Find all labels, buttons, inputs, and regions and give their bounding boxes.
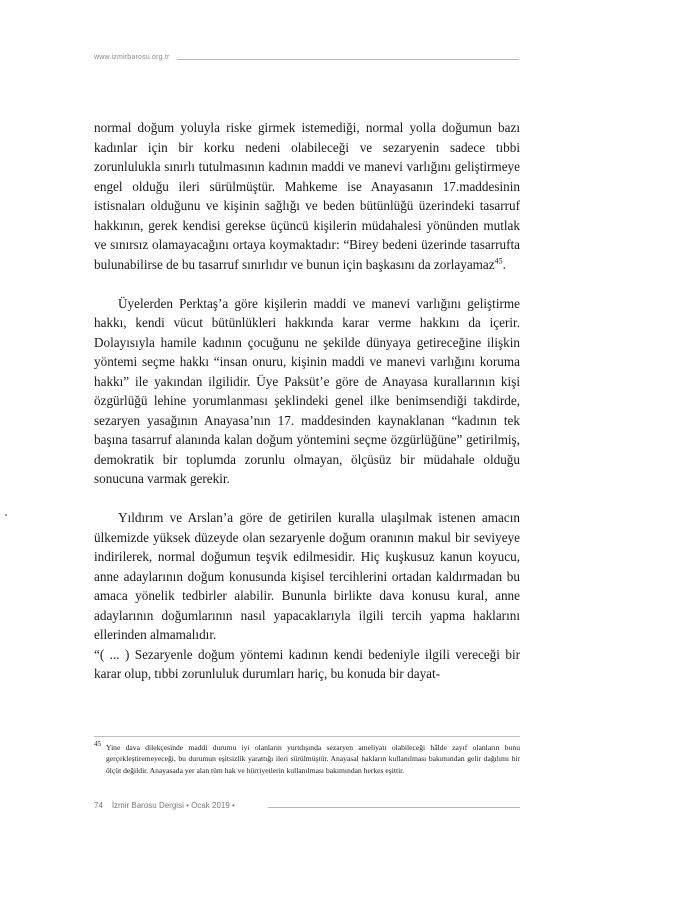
- footnote-text: Yine dava dilekçesinde maddi durumu iyi olanların yurtdışında sezaryen ameliyatı olabileceği hâlde zayıf olanların bunu gerçekleştiremeyeceği, bu durumun eşitsizlik yarattığı ileri sürülmüştür. Anayasal hakların kullanılması bakımından gelir dağılımı bir ölçüt değildir. Anayasada yer alan tüm hak ve hürriyetlerin kullanılması bakımından herkes eşittir.: [106, 743, 520, 775]
- footer-rule: [268, 807, 520, 808]
- footer-separator: [105, 801, 109, 810]
- body-text: [94, 118, 520, 684]
- footer-bullet-end: •: [232, 801, 235, 810]
- header-url: www.izmirbarosu.org.tr: [94, 54, 170, 61]
- paragraph-3: Yıldırım ve Arslan’a göre de getirilen kuralla ulaşılmak istenen amacın ülkemizde yüksek düzeyde olan sezaryenle doğum oranının makul bir seviyeye indirilerek, normal doğumun teşvik edilmesidir. Hiç kuşkusuz kanun koyucu, anne adaylarının doğum konusunda kişisel tercihlerini ortadan kaldırmadan bu amaca yönelik tedbirler alabilir. Bununla birlikte dava konusu kural, anne adaylarının doğumlarının nasıl yapacaklarıyla ilgili tercih yapma haklarını ellerinden almamalıdır.: [94, 510, 520, 642]
- paragraph-1-text: normal doğum yoluyla riske girmek istemediği, normal yolla doğumun bazı kadınlar için bir korku nedeni olabileceği ve sezaryenin sadece tıbbi zorunlulukla sınırlı tutulmasının kadının maddi ve manevi varlığını geliştirmeye engel olduğu ileri sürülmüştür. Mahkeme ise Anayasanın 17.maddesinin istisnaları olduğunu ve kişinin sağlığı ve beden bütünlüğü üzerindeki tasarruf hakkının, gerek kendisi gerekse üçüncü kişilerin müdahalesi yönünden mutlak ve sınırsız olamayacağını ortaya koymaktadır: “Birey bedeni üzerinde tasarrufta bulunabilirse de bu tasarruf sınırlıdır ve bunun için başkasını da zorlayamaz: [94, 120, 520, 272]
- paragraph-1: [94, 118, 520, 274]
- journal-name: İzmir Barosu Dergisi: [111, 801, 184, 810]
- paragraph-2: Üyelerden Perktaş’a göre kişilerin maddi ve manevi varlığını geliştirme hakkı, kendi vücut bütünlükleri hakkında karar verme hakkını da içerir. Dolayısıyla hamile kadının çocuğunu ne şekilde dünyaya getireceğine ilişkin yöntemi seçme hakkı “insan onuru, kişinin maddi ve manevi varlığını koruma hakkı” ile yakından ilgilidir. Üye Paksüt’e göre de Anayasa kurallarının kişi özgürlüğü lehine yorumlanması şeklindeki genel ilke benimsendiği takdirde, sezaryen yasağının Anayasa’nın 17. maddesinden kaynaklanan “kadının tek başına tasarruf alanında kalan doğum yöntemini seçme özgürlüğüne” getirilmiş, demokratik bir toplumda zorunlu olmayan, ölçüsüz bir müdahale olduğu sonucuna varmak gerekir.: [94, 295, 520, 486]
- footnote: [94, 742, 520, 776]
- page-number: 74: [94, 801, 103, 810]
- paragraph-4: “( ... ) Sezaryenle doğum yöntemi kadının kendi bedeniyle ilgili vereceği bir karar olup, tıbbi zorunluluk durumları hariç, bu konuda bir dayat-: [94, 646, 520, 681]
- footnote-number: 45: [94, 740, 101, 748]
- page-footer: [94, 801, 235, 810]
- footer-bullet: •: [186, 801, 192, 810]
- side-mark: [5, 514, 7, 516]
- footnote-rule: [94, 736, 520, 737]
- issue-date: Ocak 2019: [191, 801, 230, 810]
- footnote-ref[interactable]: 45: [494, 256, 503, 266]
- paragraph-1-end: .: [502, 256, 506, 272]
- header-rule: [177, 59, 519, 60]
